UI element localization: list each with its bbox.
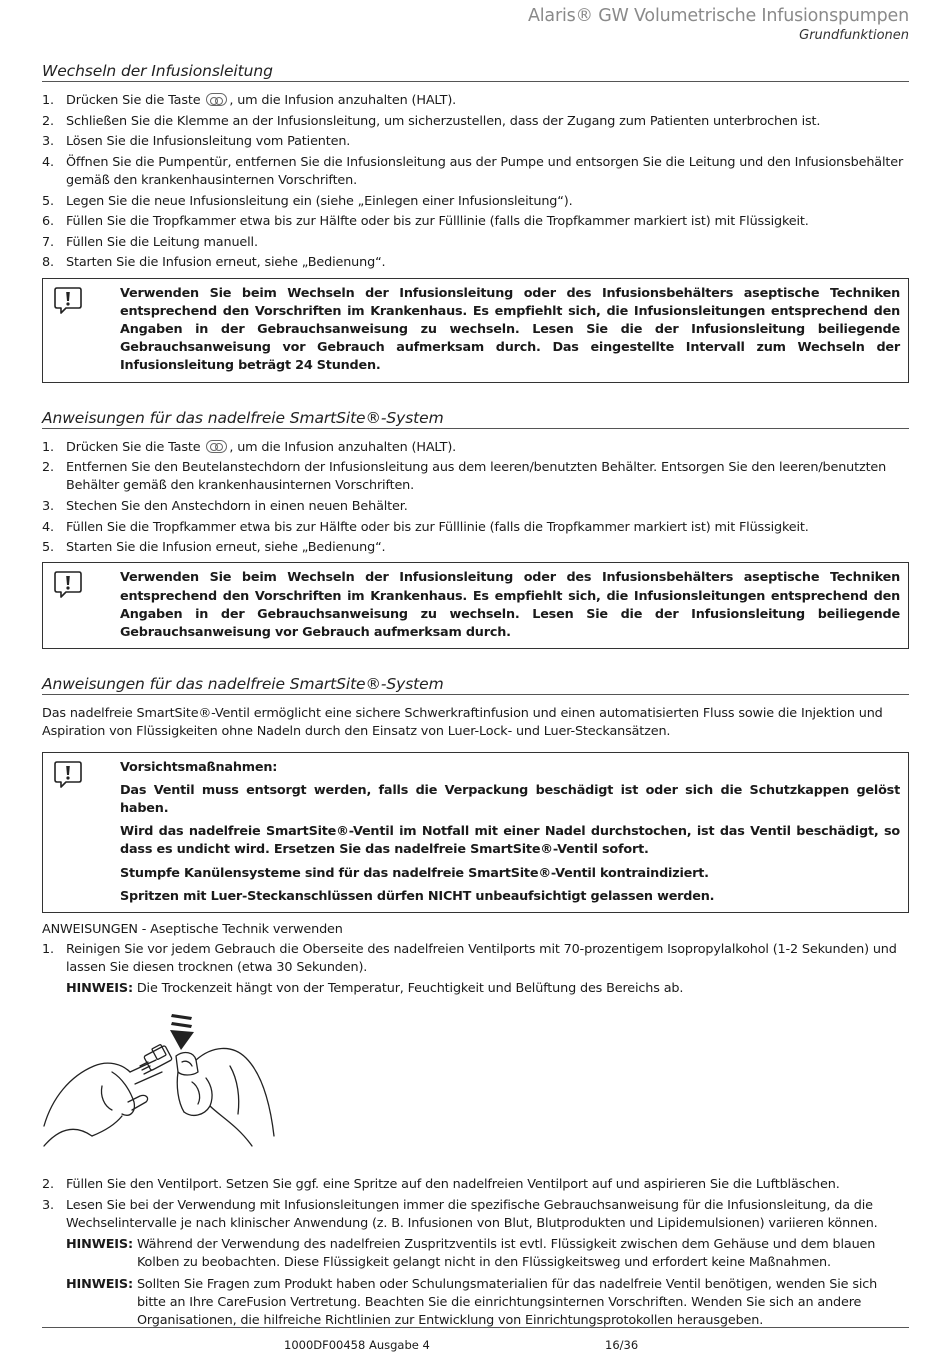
list-item bbox=[42, 193, 909, 211]
list-item bbox=[42, 498, 909, 516]
step-text: Entfernen Sie den Beutelanstechdorn der Infusionsleitung aus dem leeren/benutzten Behälter. Entsorgen Sie den leeren/benutzten Behälter gemäß den krankenhausinternen Vorschriften. bbox=[66, 460, 887, 494]
caution-item: Das Ventil muss entsorgt werden, falls die Verpackung beschädigt ist oder sich die Schutzkappen gelöst haben. bbox=[120, 782, 900, 816]
step-number: 7. bbox=[42, 234, 54, 250]
step-text: Lesen Sie bei der Verwendung mit Infusionsleitungen immer die spezifische Gebrauchsanweisung für die Infusionsleitung, da die Wechselintervalle je nach klinischer Anwendung (z. B. Infusionen von Blut, Blutprodukten und Lipidemulsionen) variieren können. bbox=[66, 1197, 878, 1231]
caution-exclamation-icon bbox=[53, 285, 83, 315]
step-number: 4. bbox=[42, 154, 54, 170]
caution-item: Wird das nadelfreie SmartSite®-Ventil im Notfall mit einer Nadel durchstochen, ist das Ventil beschädigt, so dass es undicht wird. Ersetzen Sie das nadelfreie SmartSite®-Ventil sofort. bbox=[120, 824, 900, 858]
list-item bbox=[42, 519, 909, 537]
list-item bbox=[42, 1176, 909, 1194]
step-text: Füllen Sie die Tropfkammer etwa bis zur Hälfte oder bis zur Fülllinie (falls die Tropfkammer markiert ist) mit Flüssigkeit. bbox=[66, 519, 809, 535]
caution-exclamation-icon bbox=[53, 759, 83, 789]
step-text: Legen Sie die neue Infusionsleitung ein (siehe „Einlegen einer Infusionsleitung“). bbox=[66, 193, 573, 209]
section-title-change-infusion-set: Wechseln der Infusionsleitung bbox=[42, 62, 909, 82]
hold-key-icon bbox=[206, 440, 227, 453]
step-number: 3. bbox=[42, 1197, 54, 1213]
step-text-pre: Drücken Sie die Taste bbox=[66, 439, 205, 455]
step-text: Füllen Sie die Leitung manuell. bbox=[66, 234, 258, 250]
instructions-heading: ANWEISUNGEN - Aseptische Technik verwenden bbox=[42, 922, 343, 937]
list-item bbox=[42, 92, 909, 110]
list-item bbox=[42, 213, 909, 231]
step-number: 2. bbox=[42, 113, 54, 129]
note-text: Sollten Sie Fragen zum Produkt haben oder Schulungsmaterialien für das nadelfreie Ventil benötigen, wenden Sie sich bitte an Ihre CareFusion Vertretung. Beachten Sie die einrichtungsinternen Vorschriften. Wenden Sie sich an andere Organisationen, die hilfreiche Richtlinien zur Entwicklung von Einrichtungsprotokollen herausgeben. bbox=[136, 1277, 878, 1329]
list-item bbox=[42, 133, 909, 151]
note-drying-time bbox=[42, 980, 909, 998]
document-title: Alaris® GW Volumetrische Infusionspumpen bbox=[528, 6, 909, 26]
cautions-text bbox=[120, 759, 900, 906]
warning-text: Verwenden Sie beim Wechseln der Infusionsleitung oder des Infusionsbehälters aseptische Techniken entsprechend den Vorschriften im Krankenhaus. Es empfiehlt sich, die Infusionsleitungen entsprechend den Angaben in der Gebrauchsanweisung zu wechseln. Lesen Sie die der Infusionsleitung beiliegende Gebrauchsanweisung vor Gebrauch aufmerksam durch. Das eingestellte Intervall zum Wechseln der Infusionsleitung beträgt 24 Stunden. bbox=[120, 285, 900, 374]
step-number: 3. bbox=[42, 134, 54, 150]
cautions-heading: Vorsichtsmaßnahmen: bbox=[120, 759, 278, 775]
step-number: 5. bbox=[42, 540, 54, 556]
step-text: Stechen Sie den Anstechdorn in einen neuen Behälter. bbox=[66, 498, 408, 514]
list-item bbox=[42, 439, 909, 457]
warning-text: Verwenden Sie beim Wechseln der Infusionsleitung oder des Infusionsbehälters aseptische Techniken entsprechend den Vorschriften im Krankenhaus. Es empfiehlt sich, die Infusionsleitungen entsprechend den Angaben in der Gebrauchsanweisung zu wechseln. Lesen Sie die der Infusionsleitung beiliegende Gebrauchsanweisung vor Gebrauch aufmerksam durch. bbox=[120, 570, 900, 640]
step-text-post: , um die Infusion anzuhalten (HALT). bbox=[229, 93, 457, 108]
caution-exclamation-icon bbox=[53, 569, 83, 599]
list-item bbox=[42, 234, 909, 252]
page-footer bbox=[42, 1327, 909, 1352]
cautions-box bbox=[42, 752, 909, 913]
intro-paragraph: Das nadelfreie SmartSite®-Ventil ermöglicht eine sichere Schwerkraftinfusion und einen automatisierten Fluss sowie die Injektion und Aspiration von Flüssigkeiten ohne Nadeln durch den Einsatz von Luer-Lock- und Luer-Steckansätzen. bbox=[42, 706, 883, 740]
page-number: 16/36 bbox=[605, 1338, 639, 1352]
list-item bbox=[42, 254, 909, 272]
caution-item: Spritzen mit Luer-Steckanschlüssen dürfen NICHT unbeaufsichtigt gelassen werden. bbox=[120, 888, 715, 904]
list-item bbox=[42, 539, 909, 557]
list-item bbox=[42, 154, 909, 190]
step-number: 6. bbox=[42, 214, 54, 230]
hands-disinfecting-valve-port-illustration bbox=[42, 1006, 282, 1174]
step-number: 2. bbox=[42, 1177, 54, 1193]
section-title-smartsite: Anweisungen für das nadelfreie SmartSite®-System bbox=[42, 409, 909, 429]
step-number: 8. bbox=[42, 255, 54, 271]
steps-list-aseptic bbox=[42, 941, 909, 977]
hold-key-icon bbox=[206, 93, 227, 106]
step-text: Starten Sie die Infusion erneut, siehe „Bedienung“. bbox=[66, 255, 386, 271]
note-questions bbox=[42, 1276, 909, 1331]
steps-list-aseptic-continued bbox=[42, 1176, 909, 1233]
page-header bbox=[528, 5, 909, 45]
warning-box bbox=[42, 562, 909, 649]
note-fluid bbox=[42, 1236, 909, 1272]
step-number: 2. bbox=[42, 460, 54, 476]
note-text: Während der Verwendung des nadelfreien Zuspritzventils ist evtl. Flüssigkeit zwischen dem Gehäuse und dem blauen Kolben zu beobachten. Diese Flüssigkeit gelangt nicht in den Flüssigkeitsweg und erfordert keine Maßnahmen. bbox=[136, 1236, 876, 1270]
steps-list-smartsite bbox=[42, 439, 909, 558]
step-text: Lösen Sie die Infusionsleitung vom Patienten. bbox=[66, 134, 351, 150]
note-label: HINWEIS: bbox=[66, 1277, 133, 1292]
step-number: 1. bbox=[42, 439, 54, 455]
step-text: Reinigen Sie vor jedem Gebrauch die Oberseite des nadelfreien Ventilports mit 70-prozentigem Isopropylalkohol (1-2 Sekunden) und lassen Sie diesen trocknen (etwa 30 Sekunden). bbox=[66, 942, 897, 976]
step-number: 1. bbox=[42, 942, 54, 958]
steps-list-change-infusion-set bbox=[42, 92, 909, 273]
page-content bbox=[42, 62, 909, 1331]
warning-box bbox=[42, 278, 909, 383]
chapter-title: Grundfunktionen bbox=[799, 28, 909, 43]
step-text: Schließen Sie die Klemme an der Infusionsleitung, um sicherzustellen, dass der Zugang zum Patienten unterbrochen ist. bbox=[66, 113, 821, 129]
note-label: HINWEIS: bbox=[66, 1236, 133, 1252]
step-number: 5. bbox=[42, 193, 54, 209]
document-number: 1000DF00458 Ausgabe 4 bbox=[284, 1338, 430, 1352]
caution-item: Stumpfe Kanülensysteme sind für das nadelfreie SmartSite®-Ventil kontraindiziert. bbox=[120, 865, 709, 881]
step-text: Öffnen Sie die Pumpentür, entfernen Sie die Infusionsleitung aus der Pumpe und entsorgen Sie die Leitung und den Infusionsbehälter gemäß den krankenhausinternen Vorschriften. bbox=[66, 154, 904, 188]
section-title-smartsite-valve: Anweisungen für das nadelfreie SmartSite®-System bbox=[42, 675, 909, 695]
step-number: 4. bbox=[42, 519, 54, 535]
step-text-pre: Drücken Sie die Taste bbox=[66, 93, 205, 108]
list-item bbox=[42, 459, 909, 495]
list-item bbox=[42, 113, 909, 131]
note-text: Die Trockenzeit hängt von der Temperatur, Feuchtigkeit und Belüftung des Bereichs ab. bbox=[132, 981, 684, 996]
step-number: 1. bbox=[42, 93, 54, 108]
step-number: 3. bbox=[42, 498, 54, 514]
step-text: Starten Sie die Infusion erneut, siehe „Bedienung“. bbox=[66, 540, 386, 556]
note-label: HINWEIS: bbox=[66, 981, 133, 996]
step-text: Füllen Sie den Ventilport. Setzen Sie ggf. eine Spritze auf den nadelfreien Ventilport auf und aspirieren Sie die Luftbläschen. bbox=[66, 1177, 840, 1193]
step-text-post: , um die Infusion anzuhalten (HALT). bbox=[229, 439, 457, 455]
list-item bbox=[42, 941, 909, 977]
step-text: Füllen Sie die Tropfkammer etwa bis zur Hälfte oder bis zur Fülllinie (falls die Tropfkammer markiert ist) mit Flüssigkeit. bbox=[66, 214, 809, 230]
list-item bbox=[42, 1197, 909, 1233]
